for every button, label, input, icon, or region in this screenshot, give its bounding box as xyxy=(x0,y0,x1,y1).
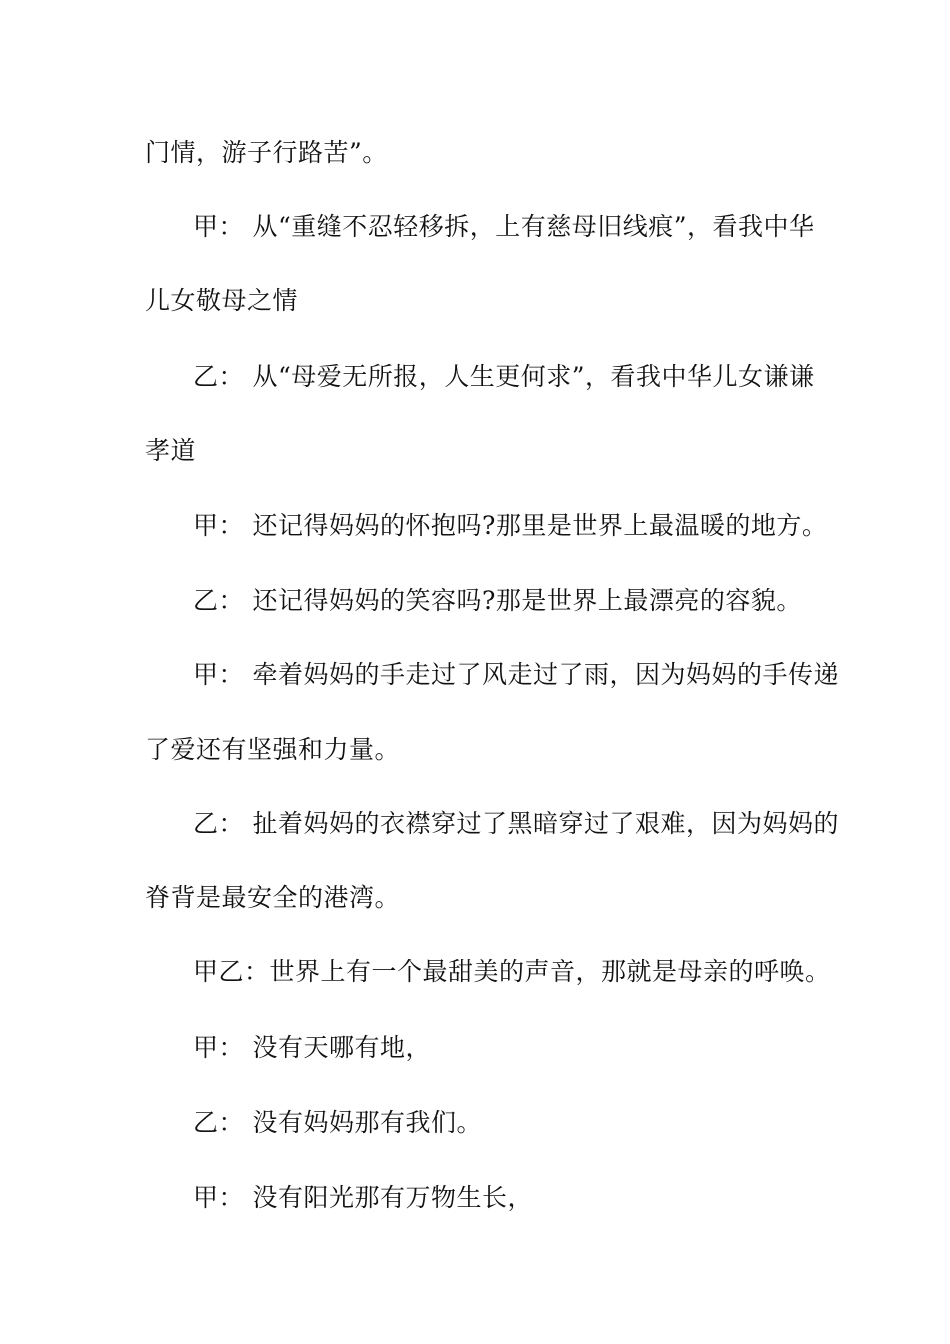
paragraph-line: 脊背是最安全的港湾。 xyxy=(145,883,401,912)
paragraph-line: 乙： 还记得妈妈的笑容吗?那是世界上最漂亮的容貌。 xyxy=(193,586,802,615)
paragraph-line: 乙： 扯着妈妈的衣襟穿过了黑暗穿过了艰难，因为妈妈的 xyxy=(193,809,839,838)
paragraph-line: 甲： 还记得妈妈的怀抱吗?那里是世界上最温暖的地方。 xyxy=(193,511,828,540)
paragraph-line: 乙： 从“母爱无所报，人生更何求”，看我中华儿女谦谦 xyxy=(193,362,815,391)
paragraph-line: 甲： 没有阳光那有万物生长， xyxy=(193,1183,533,1212)
paragraph-line: 门情，游子行路苦”。 xyxy=(145,138,388,167)
paragraph-line: 孝道 xyxy=(145,436,197,465)
paragraph-line: 了爱还有坚强和力量。 xyxy=(145,735,401,764)
paragraph-line: 甲： 牵着妈妈的手走过了风走过了雨，因为妈妈的手传递 xyxy=(193,660,839,689)
paragraph-line: 乙： 没有妈妈那有我们。 xyxy=(193,1108,482,1137)
paragraph-line: 甲乙：世界上有一个最甜美的声音，那就是母亲的呼唤。 xyxy=(193,957,831,986)
paragraph-line: 甲： 没有天哪有地， xyxy=(193,1033,431,1062)
paragraph-line: 儿女敬母之情 xyxy=(145,286,299,315)
paragraph-line: 甲： 从“重缝不忍轻移拆，上有慈母旧线痕”，看我中华 xyxy=(193,212,815,241)
